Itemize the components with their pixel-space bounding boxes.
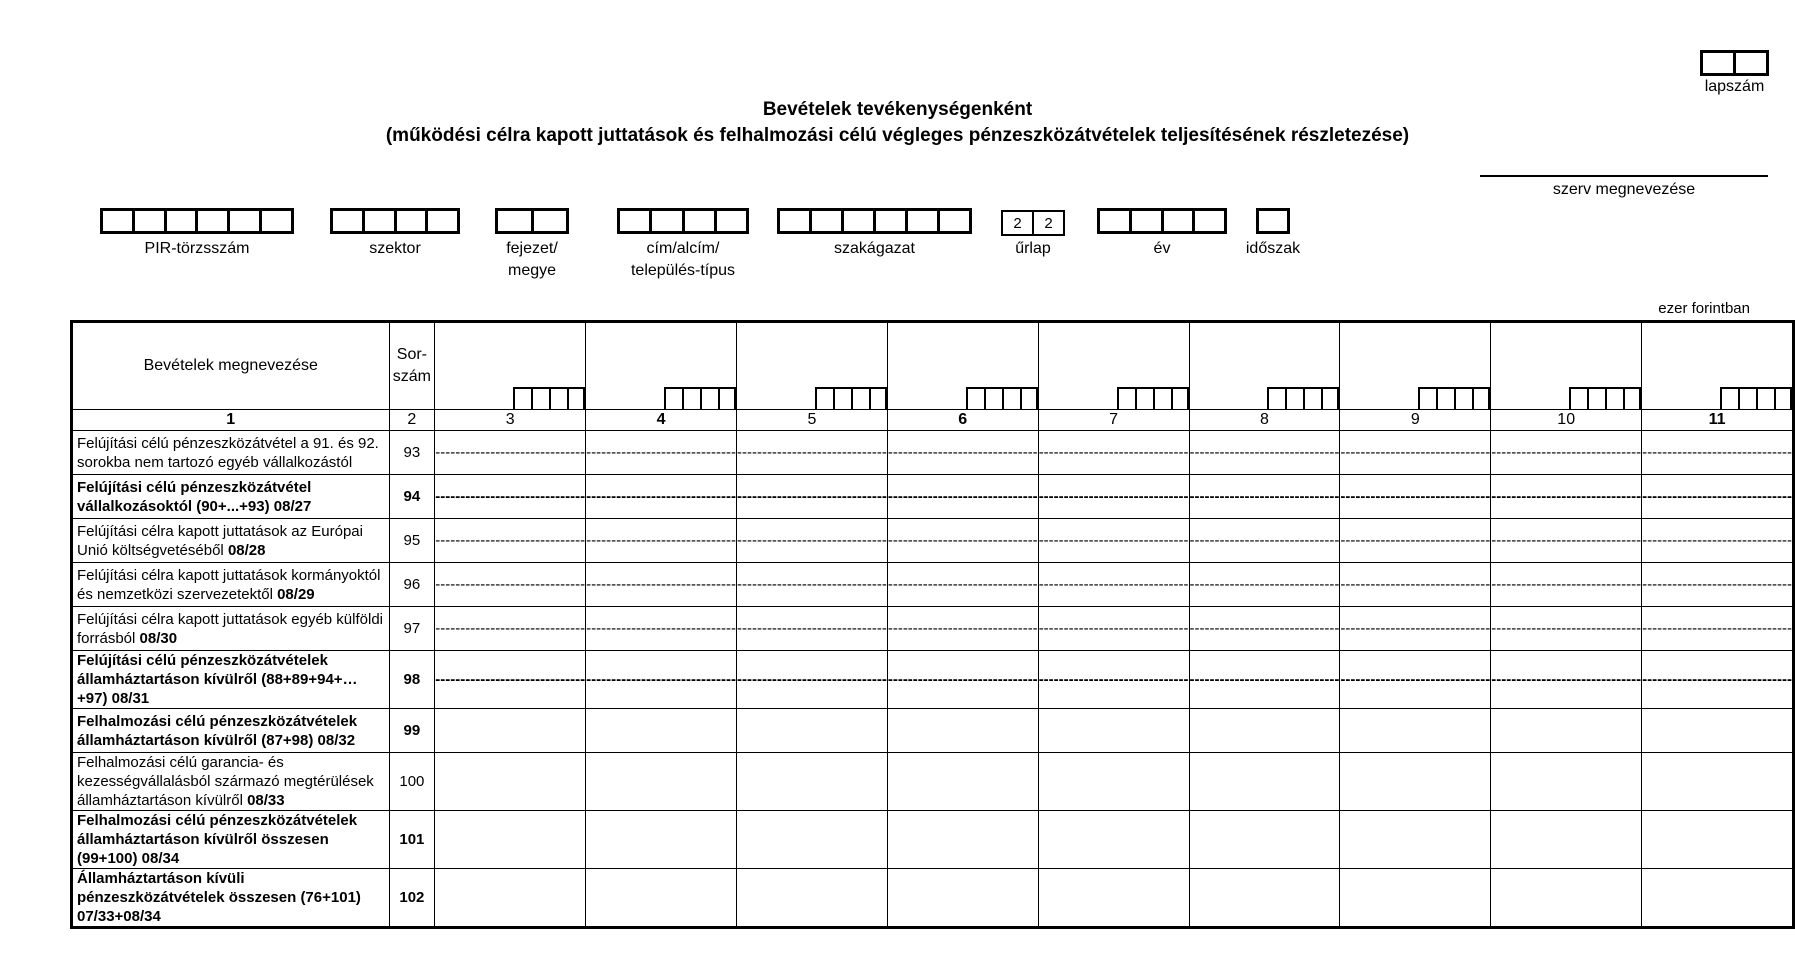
- form-code-value: 2: [1003, 212, 1034, 234]
- row-name-text: Államháztartáson kívüli pénzeszközátvételek összesen (76+101) 07/33+08/34: [77, 870, 361, 925]
- row-value-cell[interactable]: [736, 869, 887, 928]
- revenue-table: [70, 320, 1795, 929]
- page-number-cell[interactable]: [1736, 53, 1766, 73]
- period-code-label: időszak: [1245, 240, 1301, 257]
- header-name: Bevételek megnevezése: [72, 322, 390, 410]
- row-name-text: Felújítási célra kapott juttatások kormányoktól és nemzetközi szervezetektől: [77, 566, 381, 603]
- row-value-cell[interactable]: [1340, 709, 1491, 753]
- title-code-label: cím/alcím/: [646, 240, 720, 257]
- column-code-10[interactable]: [1491, 322, 1642, 410]
- row-value-cell[interactable]: [1340, 753, 1491, 811]
- row-number: 99: [389, 709, 435, 753]
- header-sor: [389, 322, 435, 410]
- row-value-cell[interactable]: [1038, 709, 1189, 753]
- row-value-cell[interactable]: [586, 753, 737, 811]
- row-value-disabled: ------------------------------: [1642, 607, 1794, 651]
- row-value-disabled: ------------------------------: [1491, 519, 1642, 563]
- table-row: [72, 811, 1794, 869]
- row-value-cell[interactable]: [435, 753, 586, 811]
- row-value-disabled: ------------------------------: [1642, 431, 1794, 475]
- row-value-cell[interactable]: [1491, 811, 1642, 869]
- row-value-disabled: ------------------------------: [586, 475, 737, 519]
- row-value-cell[interactable]: [586, 709, 737, 753]
- row-number: 97: [389, 607, 435, 651]
- pir-code-boxes[interactable]: [100, 208, 294, 234]
- column-code-3[interactable]: [435, 322, 586, 410]
- column-code-8[interactable]: [1189, 322, 1340, 410]
- row-value-cell[interactable]: [1642, 753, 1794, 811]
- row-value-disabled: ------------------------------: [1340, 651, 1491, 709]
- row-name: [72, 607, 390, 651]
- row-value-disabled: ------------------------------: [586, 607, 737, 651]
- row-value-disabled: ------------------------------: [736, 651, 887, 709]
- row-value-cell[interactable]: [1491, 869, 1642, 928]
- row-value-disabled: ------------------------------: [586, 651, 737, 709]
- row-value-disabled: ------------------------------: [887, 563, 1038, 607]
- header-sor-text: Sor- szám: [392, 346, 431, 385]
- table-row: [72, 869, 1794, 928]
- row-value-disabled: ------------------------------: [736, 475, 887, 519]
- row-value-cell[interactable]: [435, 811, 586, 869]
- row-value-disabled: ------------------------------: [1340, 475, 1491, 519]
- row-value-disabled: ------------------------------: [1189, 563, 1340, 607]
- column-number: 3: [435, 410, 586, 431]
- row-value-disabled: ------------------------------: [435, 563, 586, 607]
- row-value-disabled: ------------------------------: [887, 651, 1038, 709]
- row-number: 100: [389, 753, 435, 811]
- table-row: [72, 709, 1794, 753]
- sector-code-boxes[interactable]: [330, 208, 460, 234]
- page-subtitle: (működési célra kapott juttatások és felhalmozási célú végleges pénzeszközátvételek teljesítésének részletezése): [385, 125, 1410, 146]
- row-name-text: Felújítási célú pénzeszközátvételek államháztartáson kívülről (88+89+94+…+97) 08/31: [77, 652, 358, 707]
- row-value-cell[interactable]: [1189, 811, 1340, 869]
- chapter-code-label: fejezet/: [506, 240, 558, 257]
- row-name: [72, 709, 390, 753]
- row-name: [72, 811, 390, 869]
- row-value-disabled: ------------------------------: [435, 431, 586, 475]
- page-number-label: lapszám: [1704, 78, 1765, 95]
- row-value-disabled: ------------------------------: [435, 475, 586, 519]
- row-value-disabled: ------------------------------: [586, 563, 737, 607]
- column-code-6[interactable]: [887, 322, 1038, 410]
- row-value-cell[interactable]: [1038, 753, 1189, 811]
- row-value-cell[interactable]: [1642, 869, 1794, 928]
- row-name-text: Felújítási célú pénzeszközátvétel a 91. és 92. sorokba nem tartozó egyéb vállalkozástól: [77, 434, 379, 471]
- table-row: [72, 475, 1794, 519]
- row-value-disabled: ------------------------------: [1038, 431, 1189, 475]
- table-header-row: [72, 322, 1794, 410]
- row-name-text: Felhalmozási célú garancia- és kezességvállalásból származó megtérülések államháztartáson kívülről: [77, 754, 374, 809]
- row-value-disabled: ------------------------------: [1340, 563, 1491, 607]
- row-value-cell[interactable]: [887, 869, 1038, 928]
- row-value-cell[interactable]: [1642, 709, 1794, 753]
- table-row: [72, 753, 1794, 811]
- column-number: 10: [1491, 410, 1642, 431]
- row-value-disabled: ------------------------------: [1491, 431, 1642, 475]
- row-value-cell[interactable]: [435, 869, 586, 928]
- row-name: [72, 753, 390, 811]
- column-number: 9: [1340, 410, 1491, 431]
- row-value-cell[interactable]: [736, 811, 887, 869]
- row-name: [72, 475, 390, 519]
- column-number: 8: [1189, 410, 1340, 431]
- row-value-disabled: ------------------------------: [887, 607, 1038, 651]
- row-value-cell[interactable]: [1189, 869, 1340, 928]
- row-value-disabled: ------------------------------: [1642, 651, 1794, 709]
- row-value-disabled: ------------------------------: [1038, 607, 1189, 651]
- row-value-cell[interactable]: [1038, 811, 1189, 869]
- column-number: 11: [1642, 410, 1794, 431]
- period-code-box[interactable]: [1256, 208, 1290, 234]
- row-number: 95: [389, 519, 435, 563]
- row-value-disabled: ------------------------------: [1038, 519, 1189, 563]
- column-number: 2: [389, 410, 435, 431]
- industry-code-label: szakágazat: [834, 240, 915, 257]
- row-number: 96: [389, 563, 435, 607]
- row-value-disabled: ------------------------------: [1189, 651, 1340, 709]
- row-name-code: 08/28: [227, 541, 266, 559]
- column-code-5[interactable]: [736, 322, 887, 410]
- row-number: 94: [389, 475, 435, 519]
- table-row: [72, 607, 1794, 651]
- row-value-cell[interactable]: [887, 709, 1038, 753]
- row-value-disabled: ------------------------------: [887, 475, 1038, 519]
- column-number: 7: [1038, 410, 1189, 431]
- row-value-disabled: ------------------------------: [1189, 475, 1340, 519]
- row-value-disabled: ------------------------------: [435, 607, 586, 651]
- row-name-code: 08/33: [247, 792, 285, 809]
- row-value-disabled: ------------------------------: [1491, 563, 1642, 607]
- row-value-disabled: ------------------------------: [1038, 563, 1189, 607]
- chapter-code-boxes[interactable]: [495, 208, 569, 234]
- title-code-label-2: település-típus: [630, 262, 736, 279]
- row-value-disabled: ------------------------------: [1491, 607, 1642, 651]
- row-value-disabled: ------------------------------: [1189, 431, 1340, 475]
- row-number: 101: [389, 811, 435, 869]
- row-value-disabled: ------------------------------: [1189, 607, 1340, 651]
- row-value-cell[interactable]: [1491, 709, 1642, 753]
- row-value-disabled: ------------------------------: [586, 519, 737, 563]
- row-value-disabled: ------------------------------: [1491, 651, 1642, 709]
- row-name-text: Felhalmozási célú pénzeszközátvételek államháztartáson kívülről összesen (99+100) 08/34: [77, 812, 358, 867]
- row-value-cell[interactable]: [1340, 811, 1491, 869]
- row-value-cell[interactable]: [1642, 811, 1794, 869]
- row-value-disabled: ------------------------------: [1189, 519, 1340, 563]
- pir-code-label: PIR-törzsszám: [144, 240, 250, 257]
- row-name: [72, 563, 390, 607]
- row-value-disabled: ------------------------------: [435, 519, 586, 563]
- column-number: 4: [586, 410, 737, 431]
- row-number: 98: [389, 651, 435, 709]
- page-number-box[interactable]: [1700, 50, 1769, 76]
- column-number: 5: [736, 410, 887, 431]
- column-code-9[interactable]: [1340, 322, 1491, 410]
- row-value-disabled: ------------------------------: [887, 519, 1038, 563]
- row-value-disabled: ------------------------------: [1642, 519, 1794, 563]
- column-code-11[interactable]: [1642, 322, 1794, 410]
- row-value-disabled: ------------------------------: [736, 431, 887, 475]
- column-code-7[interactable]: [1038, 322, 1189, 410]
- row-name-text: Felújítási célra kapott juttatások egyéb külföldi forrásból: [77, 610, 383, 647]
- row-value-disabled: ------------------------------: [1340, 431, 1491, 475]
- row-value-cell[interactable]: [887, 811, 1038, 869]
- row-value-cell[interactable]: [887, 753, 1038, 811]
- row-name: [72, 869, 390, 928]
- page-title: Bevételek tevékenységenként: [762, 99, 1033, 120]
- form-code-label: űrlap: [1015, 240, 1051, 257]
- row-name: [72, 431, 390, 475]
- row-value-disabled: ------------------------------: [1340, 519, 1491, 563]
- column-number: 6: [887, 410, 1038, 431]
- row-value-disabled: ------------------------------: [586, 431, 737, 475]
- industry-code-boxes[interactable]: [777, 208, 972, 234]
- row-value-cell[interactable]: [586, 869, 737, 928]
- row-value-disabled: ------------------------------: [736, 563, 887, 607]
- row-value-disabled: ------------------------------: [435, 651, 586, 709]
- row-value-cell[interactable]: [1491, 753, 1642, 811]
- org-name-line[interactable]: [1480, 175, 1768, 177]
- table-row: [72, 563, 1794, 607]
- page-number-cell[interactable]: [1703, 53, 1736, 73]
- row-name: [72, 519, 390, 563]
- org-name-label: szerv megnevezése: [1552, 181, 1696, 198]
- year-code-label: év: [1153, 240, 1171, 257]
- form-code-boxes: [1001, 210, 1065, 236]
- column-number: 1: [72, 410, 390, 431]
- row-name-code: 08/30: [139, 629, 178, 647]
- column-number-row: [72, 410, 1794, 431]
- row-name-text: Felhalmozási célú pénzeszközátvételek államháztartáson kívülről (87+98) 08/32: [77, 712, 358, 749]
- row-value-cell[interactable]: [435, 709, 586, 753]
- row-value-disabled: ------------------------------: [1038, 651, 1189, 709]
- row-value-disabled: ------------------------------: [1642, 563, 1794, 607]
- row-value-cell[interactable]: [586, 811, 737, 869]
- table-row: [72, 431, 1794, 475]
- row-value-disabled: ------------------------------: [736, 519, 887, 563]
- row-value-disabled: ------------------------------: [736, 607, 887, 651]
- column-code-4[interactable]: [586, 322, 737, 410]
- sector-code-label: szektor: [369, 240, 421, 257]
- row-value-disabled: ------------------------------: [1340, 607, 1491, 651]
- row-value-disabled: ------------------------------: [1642, 475, 1794, 519]
- chapter-code-label-2: megye: [507, 262, 557, 279]
- row-value-cell[interactable]: [1189, 709, 1340, 753]
- row-name-text: Felújítási célra kapott juttatások az Európai Unió költségvetéséből: [77, 522, 363, 559]
- row-value-cell[interactable]: [1340, 869, 1491, 928]
- table-row: [72, 651, 1794, 709]
- row-value-cell[interactable]: [1038, 869, 1189, 928]
- row-value-disabled: ------------------------------: [887, 431, 1038, 475]
- row-value-cell[interactable]: [1189, 753, 1340, 811]
- row-value-cell[interactable]: [736, 709, 887, 753]
- table-row: [72, 519, 1794, 563]
- row-name: [72, 651, 390, 709]
- row-name-code: 08/29: [277, 585, 315, 603]
- year-code-boxes[interactable]: [1097, 208, 1227, 234]
- row-value-cell[interactable]: [736, 753, 887, 811]
- row-number: 93: [389, 431, 435, 475]
- row-value-disabled: ------------------------------: [1038, 475, 1189, 519]
- table-body: [72, 322, 1794, 928]
- form-code-value: 2: [1044, 214, 1053, 232]
- unit-label: ezer forintban: [1658, 300, 1750, 317]
- row-name-text: Felújítási célú pénzeszközátvétel vállalkozásoktól (90+...+93) 08/27: [77, 478, 312, 515]
- title-code-boxes[interactable]: [617, 208, 749, 234]
- row-value-disabled: ------------------------------: [1491, 475, 1642, 519]
- row-number: 102: [389, 869, 435, 928]
